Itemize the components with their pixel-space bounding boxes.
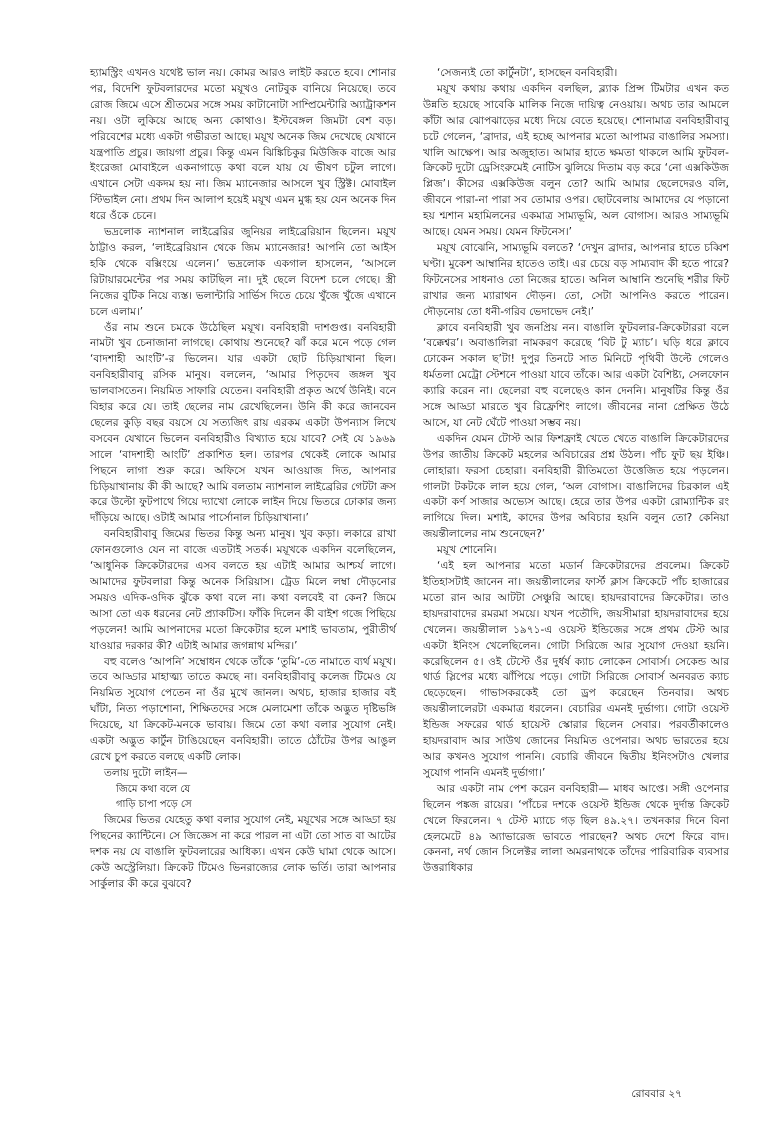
paragraph: জিমের ভিতর যেহেতু কথা বলার সুযোগ নেই, ময়ূখের সঙ্গে আড্ডা হয় পিছনের ক্যান্টিনে। সে জিজ্ঞেস না করে পারল না এটা তো সাত বা আটের দশক নয় যে বাঙালি ফুটবলারের আধিক্য। এখন কেউ ঘামা থেকে আসে। কেউ অস্ট্রেলিয়া। ক্রিকেট টিমেও ভিনরাজ্যের লোক ভর্তি। তারা আপনার সার্কুলার কী করে বুঝবে? <box>90 813 396 890</box>
page-footer: রোববার ২৭ <box>631 1088 682 1100</box>
paragraph: একদিন যেমন টোস্ট আর ফিশফ্রাই খেতে খেতে বাঙালি ক্রিকেটারদের উপর জাতীয় ক্রিকেট মহলের অবিচারের প্রশ্ন উঠল। পাঁচ ফুট ছয় ইঞ্চি। লোহারা। ফরসা চেহারা। বনবিহারী রীতিমতো উত্তেজিত হয়ে পড়লেন। গালটা টকটকে লাল হয়ে গেল, ‘অল বোগাস। বাঙালিদের চিরকাল এই একটা কর্ণ সাজার অভ্যেস আছে। হেরে তার উপর একটা রোম্যান্টিক রং লাগিয়ে দিল। মশাই, কাদের উপর অবিচার হয়নি বলুন তো? কেনিয়া জয়ন্তীলালের নাম শুনেছেন?’ <box>423 432 729 541</box>
paragraph: ‘সেজন্যই তো কার্টুনটা’, হাসছেন বনবিহারী। <box>437 67 618 79</box>
paragraph: বনবিহারীবাবু জিমের ভিতর কিন্তু অন্য মানুষ। খুব কড়া। লকারে রাখা ফোনগুলোও যেন না বাজে এতটাই সতর্ক। ময়ূখকে একদিন বলেছিলেন, ‘আধুনিক ক্রিকেটারদের এসব বলতে হয় এটাই আমার আশ্চর্য লাগে। আমাদের ফুটবলারা কিন্তু অনেক সিরিয়াস। ট্রেড মিলে লম্বা দৌড়নোর সময়ও এদিক-ওদিক ঝুঁকে কথা বলে না। কথা বলবেই বা কেন? জিমে আসা তো এক ধরনের নেট প্র্যাকটিস। ফাঁকি দিলেন কী বাইশ গজে পিছিয়ে পড়লেন! আমি আপনাদের মতো ক্রিকেটার হলে মশাই ভাবতাম, পুরীতীর্থ যাওয়ার দরকার কী? এটাই আমার জগন্নাথ মন্দির।’ <box>90 528 396 652</box>
right-column <box>423 66 729 877</box>
paragraph: আর একটা নাম পেশ করেন বনবিহারী— মাধব আপ্তে। সঙ্গী ওপেনার ছিলেন পঙ্কজ রায়ের। ‘পাঁচের দশকে ওয়েস্ট ইন্ডিজ থেকে দুর্দান্ত ক্রিকেট খেলে ফিরলেন। ৭ টেস্ট ম্যাচে গড় ছিল ৪৯.২৭। তখনকার দিনে বিনা হেলমেটে ৪৯ অ্যাভারেজ ভাবতে পারছেন? অথচ দেশে ফিরে বাদ। কেননা, নর্থ জোন সিলেক্টর লালা অমরনাথকে তাঁদের পারিবারিক ব্যবসার উত্তরাধিকার <box>423 782 729 875</box>
paragraph: ময়ূখ কথায় কথায় একদিন বলছিল, ব্ল্যাক প্রিন্স টিমটার এখন কত উন্নতি হয়েছে সাবেকি মালিক নিজে দায়িত্ব নেওয়ায়। অথচ তার আমলে কাঁটা আর ঝোপঝাড়ের মধ্যে দিয়ে বেতে হয়েছে। শোনামাত্র বনবিহারীবাবু চটে গেলেন, ‘ব্রাদার, এই হচ্ছে আপনার মতো আপামর বাঙালির সমস্যা। খালি আক্ষেপ। আর অজুহাত। আমার হাতে ক্ষমতা থাকলে আমি ফুটবল-ক্রিকেট দুটো ড্রেসিংরুমেই নোটিস ঝুলিয়ে দিতাম বড় করে ‘নো এক্সকিউজ প্লিজ’। কীসের এক্সকিউজ বলুন তো? আমি আমার ছেলেদেরও বলি, জীবনে পারা-না পারা সব তোমার ওপর। ছোটবেলায় আমাদের যে পড়ানো হয় শ্মশান মহামিলনের একমাত্র সাম্যভূমি, অল বোগাস। আরও সাম্যভূমি আছে। যেমন সময়। যেমন ফিটনেস।’ <box>423 82 729 239</box>
paragraph: বহু বলেও ‘আপনি’ সম্বোধন থেকে তাঁকে ‘তুমি’-তে নামাতে ব্যর্থ ময়ূখ। তবে আড্ডার মাহাত্ম্য তাতে কমছে না। বনবিহারীবাবু কলেজ টিমেও যে নিয়মিত সুযোগ পেতেন না ওঁর মুখে জানল। অথচ, হাজার হাজার বই ঘাঁটা, নিত্য পড়াশোনা, শিক্ষিতদের সঙ্গে মেলামেশা তাঁকে অদ্ভুত দৃষ্টিভঙ্গি দিয়েছে, যা ক্রিকেট-মনকে ভাবায়। জিমে তো কথা বলার সুযোগ নেই। একটা অদ্ভুত কার্টুন টাঙিয়েছেন বনবিহারী। তাতে ঠোঁটের উপর আঙুল রেখে চুপ করতে বলছে একটি লোক। <box>90 655 396 763</box>
paragraph: ময়ূখ বোঝেনি, সাম্যভূমি বলতে? ‘দেখুন ব্রাদার, আপনার হাতে চব্বিশ ঘণ্টা। মুকেশ আম্বানির হাতেও তাই। এর চেয়ে বড় সাম্যবাদ কী হতে পারে? ফিটনেসের সাধনাও তো নিজের হাতে। অনিল আম্বানি শুনেছি শরীর ফিট রাখার জন্য ম্যারাথন দৌড়ন। তো, সেটা আপনিও করতে পারেন। দৌড়নোয় তো ধনী-গরিব ভেদাভেদ নেই।’ <box>423 241 729 318</box>
paragraph: ময়ূখ শোনেনি। <box>437 544 497 557</box>
paragraph: তলায় দুটো লাইন— <box>104 766 188 779</box>
paragraph: ওঁর নাম শুনে চমকে উঠেছিল ময়ূখ। বনবিহারী দাশগুপ্ত। বনবিহারী নামটা খুব চেনাজানা লাগছে। কোথায় শুনেছে? ঝাঁ করে মনে পড়ে গেল ‘বাদশাহী আংটি’-র ভিলেন। যার একটা ছোট চিড়িয়াখানা ছিল। বনবিহারীবাবু রসিক মানুষ। বললেন, ‘আমার পিতৃদেব জঙ্গল খুব ভালবাসতেন। নিয়মিত সাফারি যেতেন। বনবিহারী প্রকৃত অর্থে উনিই। বনে বিহার করে যে। তাই ছেলের নাম রেখেছিলেন। উনি কী করে জানবেন ছেলের কুড়ি বছর বয়সে যে সত্যজিৎ রায় এরকম একটা উপন্যাস লিখে বসবেন যেখানে ভিলেন বনবিহারীও বিখ্যাত হয়ে যাবে? সেই যে ১৯৬৯ সালে ‘বাদশাহী আংটি’ প্রকাশিত হল। তারপর থেকেই লোকে আমার পিছনে লাগা শুরু করে। অফিসে যখন আওয়াজ দিত, আপনার চিড়িয়াখানায় কী কী আছে? আমি বলতাম ন্যাশনাল লাইব্রেরির গেটটা ক্রস করে উল্টো ফুটপাথে গিয়ে দ্যাখো লোকে লাইন দিয়ে ভিতরে ঢোকার জন্য দাঁড়িয়ে আছে। ওটাই আমার পার্সোনাল চিড়িয়াখানা।’ <box>90 321 396 525</box>
paragraph: হ্যামস্ট্রিং এখনও যথেষ্ট ভাল নয়। কোমর আরও লাইট করতে হবে। শোনার পর, বিদেশি ফুটবলারদের মতো ময়ূখও নোটবুক বানিয়ে নিয়েছে। তবে রোজ জিমে এসে শ্রীতমের সঙ্গে সময় কাটানোটা সাম্প্রিমেন্টারি অ্যাট্রাকশন নয়। ওটা লুকিয়ে আছে অন্য কোথাও। ইস্টবেঙ্গল জিমটা বেশ বড়। পরিবেশের মধ্যে একটা গভীরতা আছে। ময়ূখ অনেক জিম দেখেছে যেখানে যন্ত্রপাতি প্রচুর। জায়গা প্রচুর। কিন্তু এমন ঝিঙ্কিচিকুর মিউজিক বাজে আর ইংরেজা মোবাইলে একনাগাড়ে কথা বলে যায় যে ভীষণ চটুল লাগে। এখানে সেটা একদম হয় না। জিম ম্যানেজার আসলে খুব স্ট্রিক্ট। মোবাইল স্টিভাইল নো। প্রথম দিন আলাপ হয়েই ময়ূখ এমন মুগ্ধ হয় যেন অনেক দিন ধরে ওঁকে চেনে। <box>90 67 396 223</box>
paragraph: ‘এই হল আপনার মতো মডার্ন ক্রিকেটারদের প্রবলেম। ক্রিকেট ইতিহাসটাই জানেন না। জয়ন্তীলালের ফার্স্ট ক্লাস ক্রিকেটে পাঁচ হাজারের মতো রান আর আটটা সেঞ্চুরি আছে। হায়দরাবাদের ক্রিকেটার। তাও হায়দরাবাদের রমরমা সময়ে। যখন পতৌদি, জয়সীমারা হায়দরাবাদের হয়ে খেলেন। জয়ন্তীলাল ১৯৭১-এ ওয়েস্ট ইন্ডিজের সঙ্গে প্রথম টেস্ট আর একটা ইনিংস খেলেছিলেন। গোটা সিরিজে আর সুযোগ দেওয়া হয়নি। করেছিলেন ৫। ওই টেস্টে ওঁর দুর্ধর্ষ ক্যাচ লোকেন সোবার্স। সেকেন্ড আর থার্ড স্লিপের মধ্যে ঝাঁপিয়ে পড়ে। গোটা সিরিজে সোবার্স অনবরত ক্যাচ ছেড়েছেন। গাভাসকরকেই তো ড্রপ করেছেন তিনবার। অথচ জয়ন্তীলালেরটা একমাত্র ধরলেন। বেচারির এমনই দুর্ভাগ্য। গোটা ওয়েস্ট ইন্ডিজ সফরের থার্ড হায়েস্ট স্কোরার ছিলেন সেবার। পরবর্তীকালেও হায়দরাবাদ আর সাউথ জোনের নিয়মিত ওপেনার। অথচ ভারতের হয়ে আর কখনও সুযোগ পাননি। বেচারি জীবনে দ্বিতীয় ইনিংসটাও খেলার সুযোগ পাননি এমনই দুর্ভাগা।’ <box>423 560 729 779</box>
verse-line: জিমে কথা বলে যে <box>116 783 191 795</box>
paragraph: ক্লাবে বনবিহারী খুব জনপ্রিয় নন। বাঙালি ফুটবলার-ক্রিকেটাররা বলে ‘বক্কেশ্বর’। অবাঙালিরা নামকরণ করেছে ‘বিট টু ম্যাচ’। ঘড়ি ধরে ক্লাবে ঢোকেন সকাল ছ’টা! দুপুর তিনটে সাত মিনিটে পৃথিবী উল্টে গেলেও ধর্মতলা মেট্রো স্টেশনে পাওয়া যাবে তাঁকে। আর একটা বৈশিষ্ট্য, সেলফোন ক্যারি করেন না। ছেলেরা বহু বলেছেও কান দেননি। মানুষটির কিন্তু ওঁর সঙ্গে আড্ডা মারতে খুব রিফ্রেশিং লাগে। জীবনের নানা প্রেক্ষিত উঠে আসে, যা নেট ঘেঁটে পাওয়া সম্ভব নয়। <box>423 321 729 429</box>
paragraph: ভদ্রলোক ন্যাশনাল লাইব্রেরির জুনিয়র লাইব্রেরিয়ান ছিলেন। ময়ূখ ঠাট্টাও করল, ‘লাইব্রেরিয়ান থেকে জিম ম্যানেজার! আপনি তো আইস হকি থেকে বক্সিংয়ে এলেন।’ ভদ্রলোক একগাল হাসলেন, ‘আসলে রিটায়ারমেন্টের পর সময় কাটছিল না। দুই ছেলে বিদেশ চলে গেছে। স্ত্রী নিজের বুটিক নিয়ে ব্যস্ত। ভলান্টারি সার্ভিস দিতে চেয়ে খুঁজে খুঁজে এখানে চলে এলাম।’ <box>90 226 396 318</box>
left-column <box>90 66 396 893</box>
verse-line: গাড়ি চাপা পড়ে সে <box>116 799 192 811</box>
